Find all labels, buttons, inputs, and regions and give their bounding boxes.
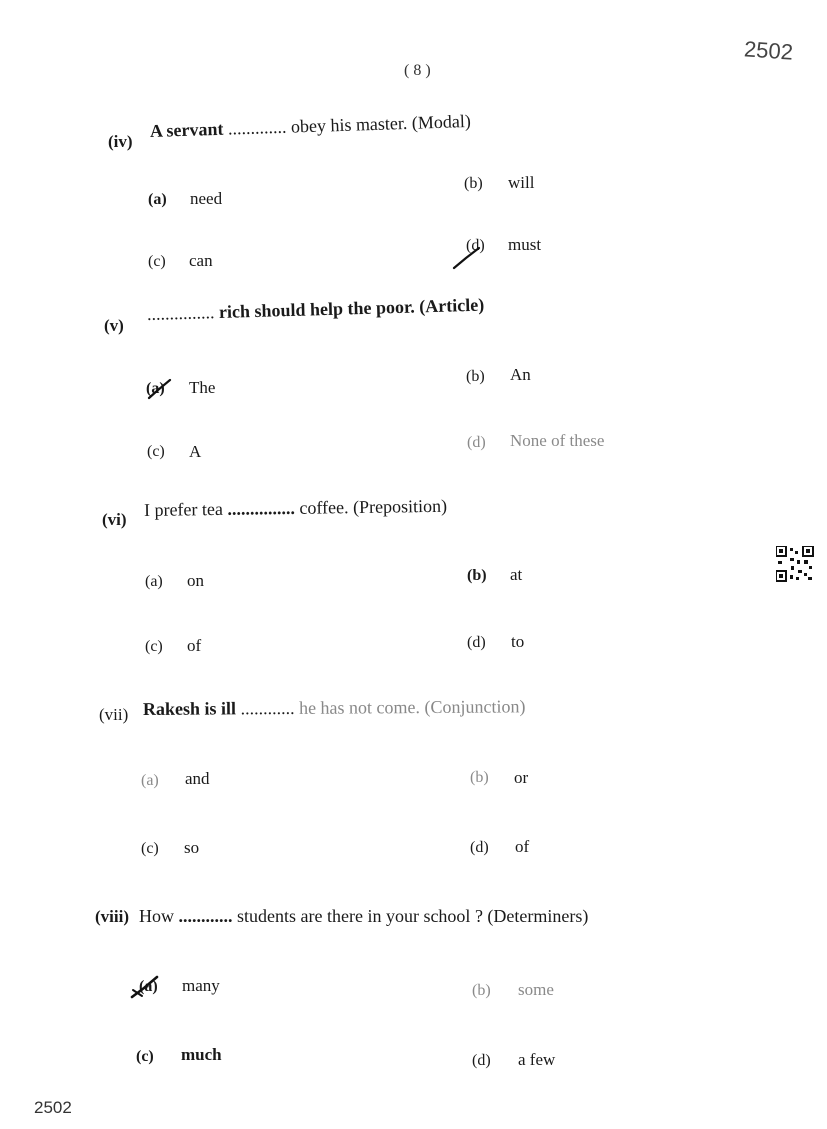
option-text-a: and [185, 769, 210, 788]
page-number: ( 8 ) [404, 62, 431, 79]
option-label-c: (c) [136, 1048, 154, 1065]
question-blank: ............ [235, 697, 300, 719]
option-text-c: so [184, 838, 200, 857]
pen-tick-mark-icon [452, 244, 482, 270]
question-number: (v) [104, 316, 124, 335]
option-text-b: at [510, 565, 523, 584]
option-text-a: The [189, 378, 216, 397]
option-label-a: (a) [141, 772, 159, 789]
question-text-pre: How [139, 906, 174, 926]
question-text-post: students are there in your school ? (Determiners) [237, 906, 589, 926]
option-label-a: (a) [145, 573, 163, 590]
option-text-c: much [181, 1045, 222, 1064]
option-label-c: (c) [147, 443, 165, 460]
option-label-d: (d) [467, 434, 486, 451]
option-text-d: None of these [510, 431, 605, 450]
option-label-b: (b) [464, 175, 483, 192]
option-text-b: some [518, 980, 554, 999]
option-label-d: (d) [470, 839, 489, 856]
option-label-a: (a) [139, 978, 158, 995]
option-text-a: many [182, 976, 220, 995]
option-text-c: A [189, 442, 202, 461]
question-text-post: obey his master. (Modal) [290, 110, 472, 137]
question-blank: ............... [146, 301, 220, 324]
question-text [139, 906, 588, 927]
pen-tick-mark-icon [130, 974, 160, 1000]
option-text-c: of [187, 636, 202, 655]
option-text-b: An [510, 365, 531, 384]
question-text [143, 696, 526, 720]
option-text-b: or [514, 768, 529, 787]
option-label-b: (b) [467, 567, 487, 584]
option-text-a: need [190, 189, 223, 208]
question-text [144, 496, 447, 521]
option-label-d: (d) [467, 634, 486, 651]
paper-code-top: 2502 [743, 36, 794, 65]
option-label-b: (b) [466, 368, 485, 385]
option-text-a: on [187, 571, 204, 590]
option-text-b: will [508, 173, 535, 192]
option-label-c: (c) [145, 638, 163, 655]
question-text [147, 295, 485, 325]
option-text-d: a few [518, 1050, 556, 1069]
pen-tick-mark-icon [146, 378, 172, 400]
option-label-b: (b) [472, 982, 491, 999]
question-text [150, 111, 471, 142]
qr-code-icon [776, 546, 814, 582]
option-text-d: to [511, 632, 525, 651]
option-label-b: (b) [470, 769, 489, 786]
question-text-post: coffee. (Preposition) [299, 495, 448, 518]
question-number: (vii) [99, 705, 129, 724]
question-text-post: he has not come. (Conjunction) [298, 696, 526, 718]
option-label-c: (c) [141, 840, 159, 857]
option-text-c: can [189, 251, 213, 270]
question-number: (iv) [108, 132, 133, 151]
option-label-d: (d) [466, 237, 485, 254]
question-blank: ............... [222, 497, 300, 519]
option-text-d: of [515, 837, 530, 856]
paper-code-bottom: 2502 [34, 1098, 72, 1117]
question-number: (vi) [102, 510, 127, 529]
question-text-pre: A servant [149, 118, 224, 141]
question-text-pre: I prefer tea [143, 498, 224, 520]
option-label-d: (d) [472, 1052, 491, 1069]
option-label-a: (a) [146, 380, 165, 397]
question-blank: ............. [223, 116, 292, 139]
question-number: (viii) [95, 907, 129, 926]
option-label-c: (c) [148, 253, 166, 270]
question-blank: ............ [174, 906, 237, 926]
question-text-post: rich should help the poor. (Article) [218, 294, 485, 322]
question-text-pre: Rakesh is ill [142, 698, 237, 719]
option-label-a: (a) [148, 191, 167, 208]
option-text-d: must [508, 235, 542, 254]
